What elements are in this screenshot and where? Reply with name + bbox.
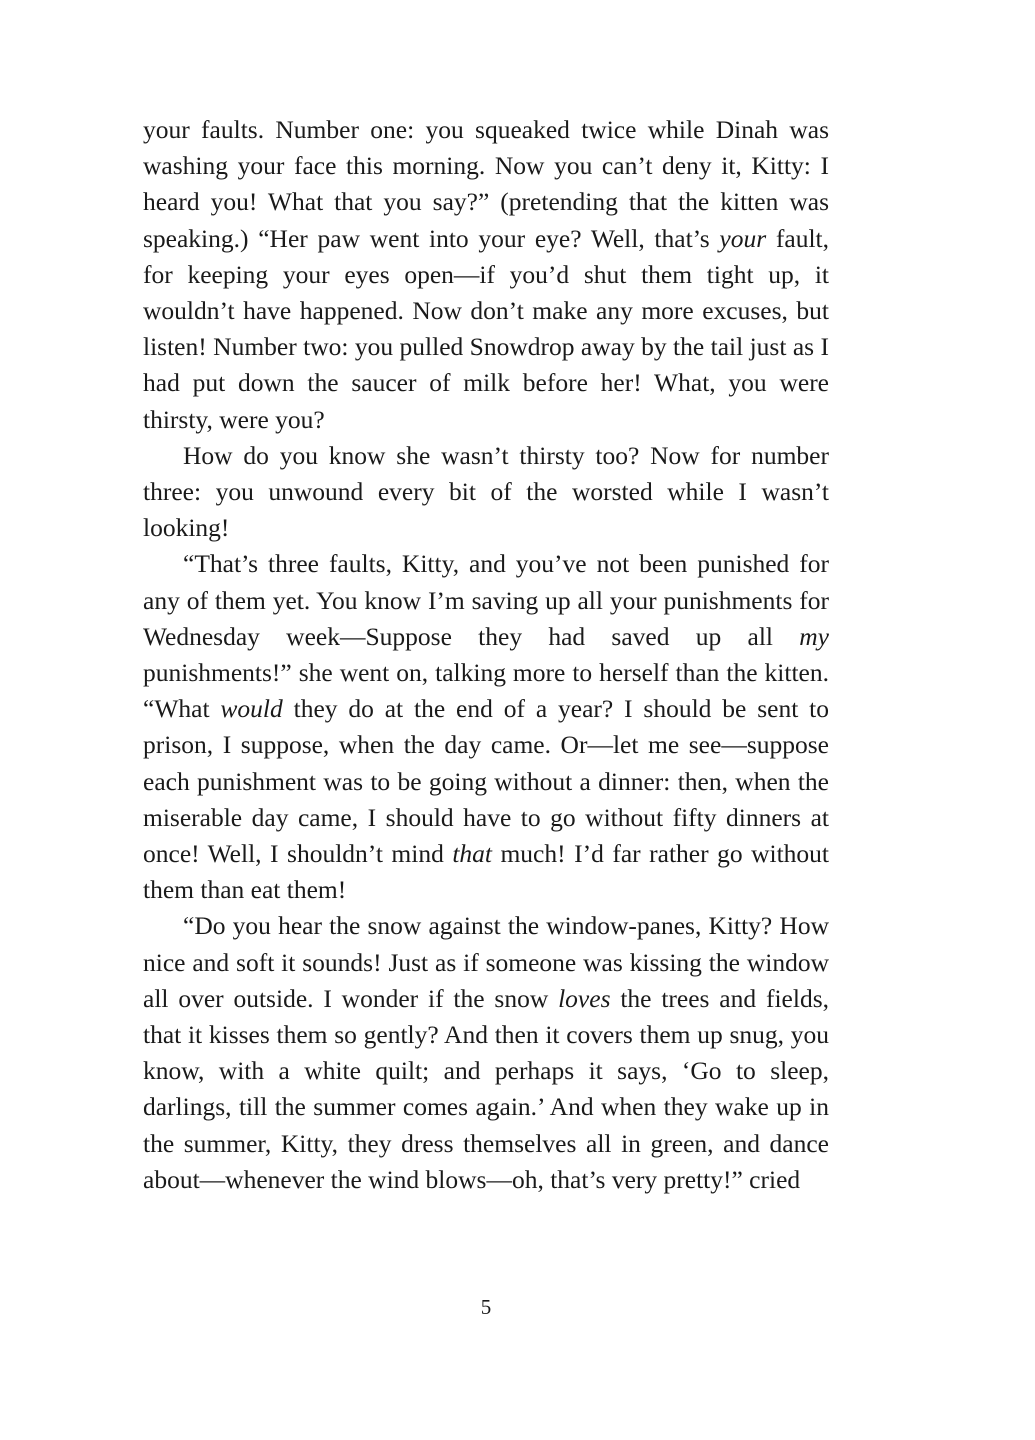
page-number: 5	[480, 1295, 492, 1319]
paragraph	[143, 112, 829, 438]
paragraph	[143, 908, 829, 1198]
paragraph	[143, 546, 829, 908]
text-run: they do at the end of a year? I should be sent to prison, I suppose, when the day came. Or—let me see—suppose each punishment was to be going without a dinner: then, when the miserable day came, I should have to go without fifty dinners at once! Well, I shouldn’t mind	[143, 694, 829, 869]
text-run: punishments!” she went on, talking more to herself than the kitten. “What	[143, 658, 829, 724]
emphasis-text: your	[719, 223, 767, 253]
text-run: much! I’d far rather go without them than eat them!	[143, 839, 829, 905]
emphasis-text: loves	[558, 983, 611, 1013]
page-content	[143, 112, 829, 1319]
text-run: “Do you hear the snow against the window-panes, Kitty? How nice and soft it sounds! Just as if someone was kissing the window all over outside. I wonder if the snow	[143, 911, 829, 1013]
emphasis-text: would	[220, 694, 283, 724]
paragraph	[143, 438, 829, 547]
emphasis-text: that	[452, 839, 492, 869]
text-run: fault, for keeping your eyes open—if you’d shut them tight up, it wouldn’t have happened. Now don’t make any more excuses, but listen! Number two: you pulled Snowdrop away by the tail just as I had put down the saucer of milk before her! What, you were thirsty, were you?	[143, 223, 829, 434]
text-run: How do you know she wasn’t thirsty too? Now for number three: you unwound every bit of the worsted while I wasn’t looking!	[143, 440, 829, 543]
text-run: your faults. Number one: you squeaked twice while Dinah was washing your face this morning. Now you can’t deny it, Kitty: I heard you! What that you say?” (pretending that the kitten was speaking.) “Her paw went into your eye? Well, that’s	[143, 115, 829, 253]
text-run: the trees and fields, that it kisses them so gently? And then it covers them up snug, you know, with a white quilt; and perhaps it says, ‘Go to sleep, darlings, till the summer comes again.’ And when they wake up in the summer, Kitty, they dress themselves all in green, and dance about—whenever the wind blows—oh, that’s very pretty!” cried	[143, 983, 829, 1194]
emphasis-text: my	[799, 621, 829, 651]
body-text	[143, 112, 829, 1198]
text-run: “That’s three faults, Kitty, and you’ve not been punished for any of them yet. You know I’m saving up all your punishments for Wednesday week—Suppose they had saved up all	[143, 549, 829, 651]
